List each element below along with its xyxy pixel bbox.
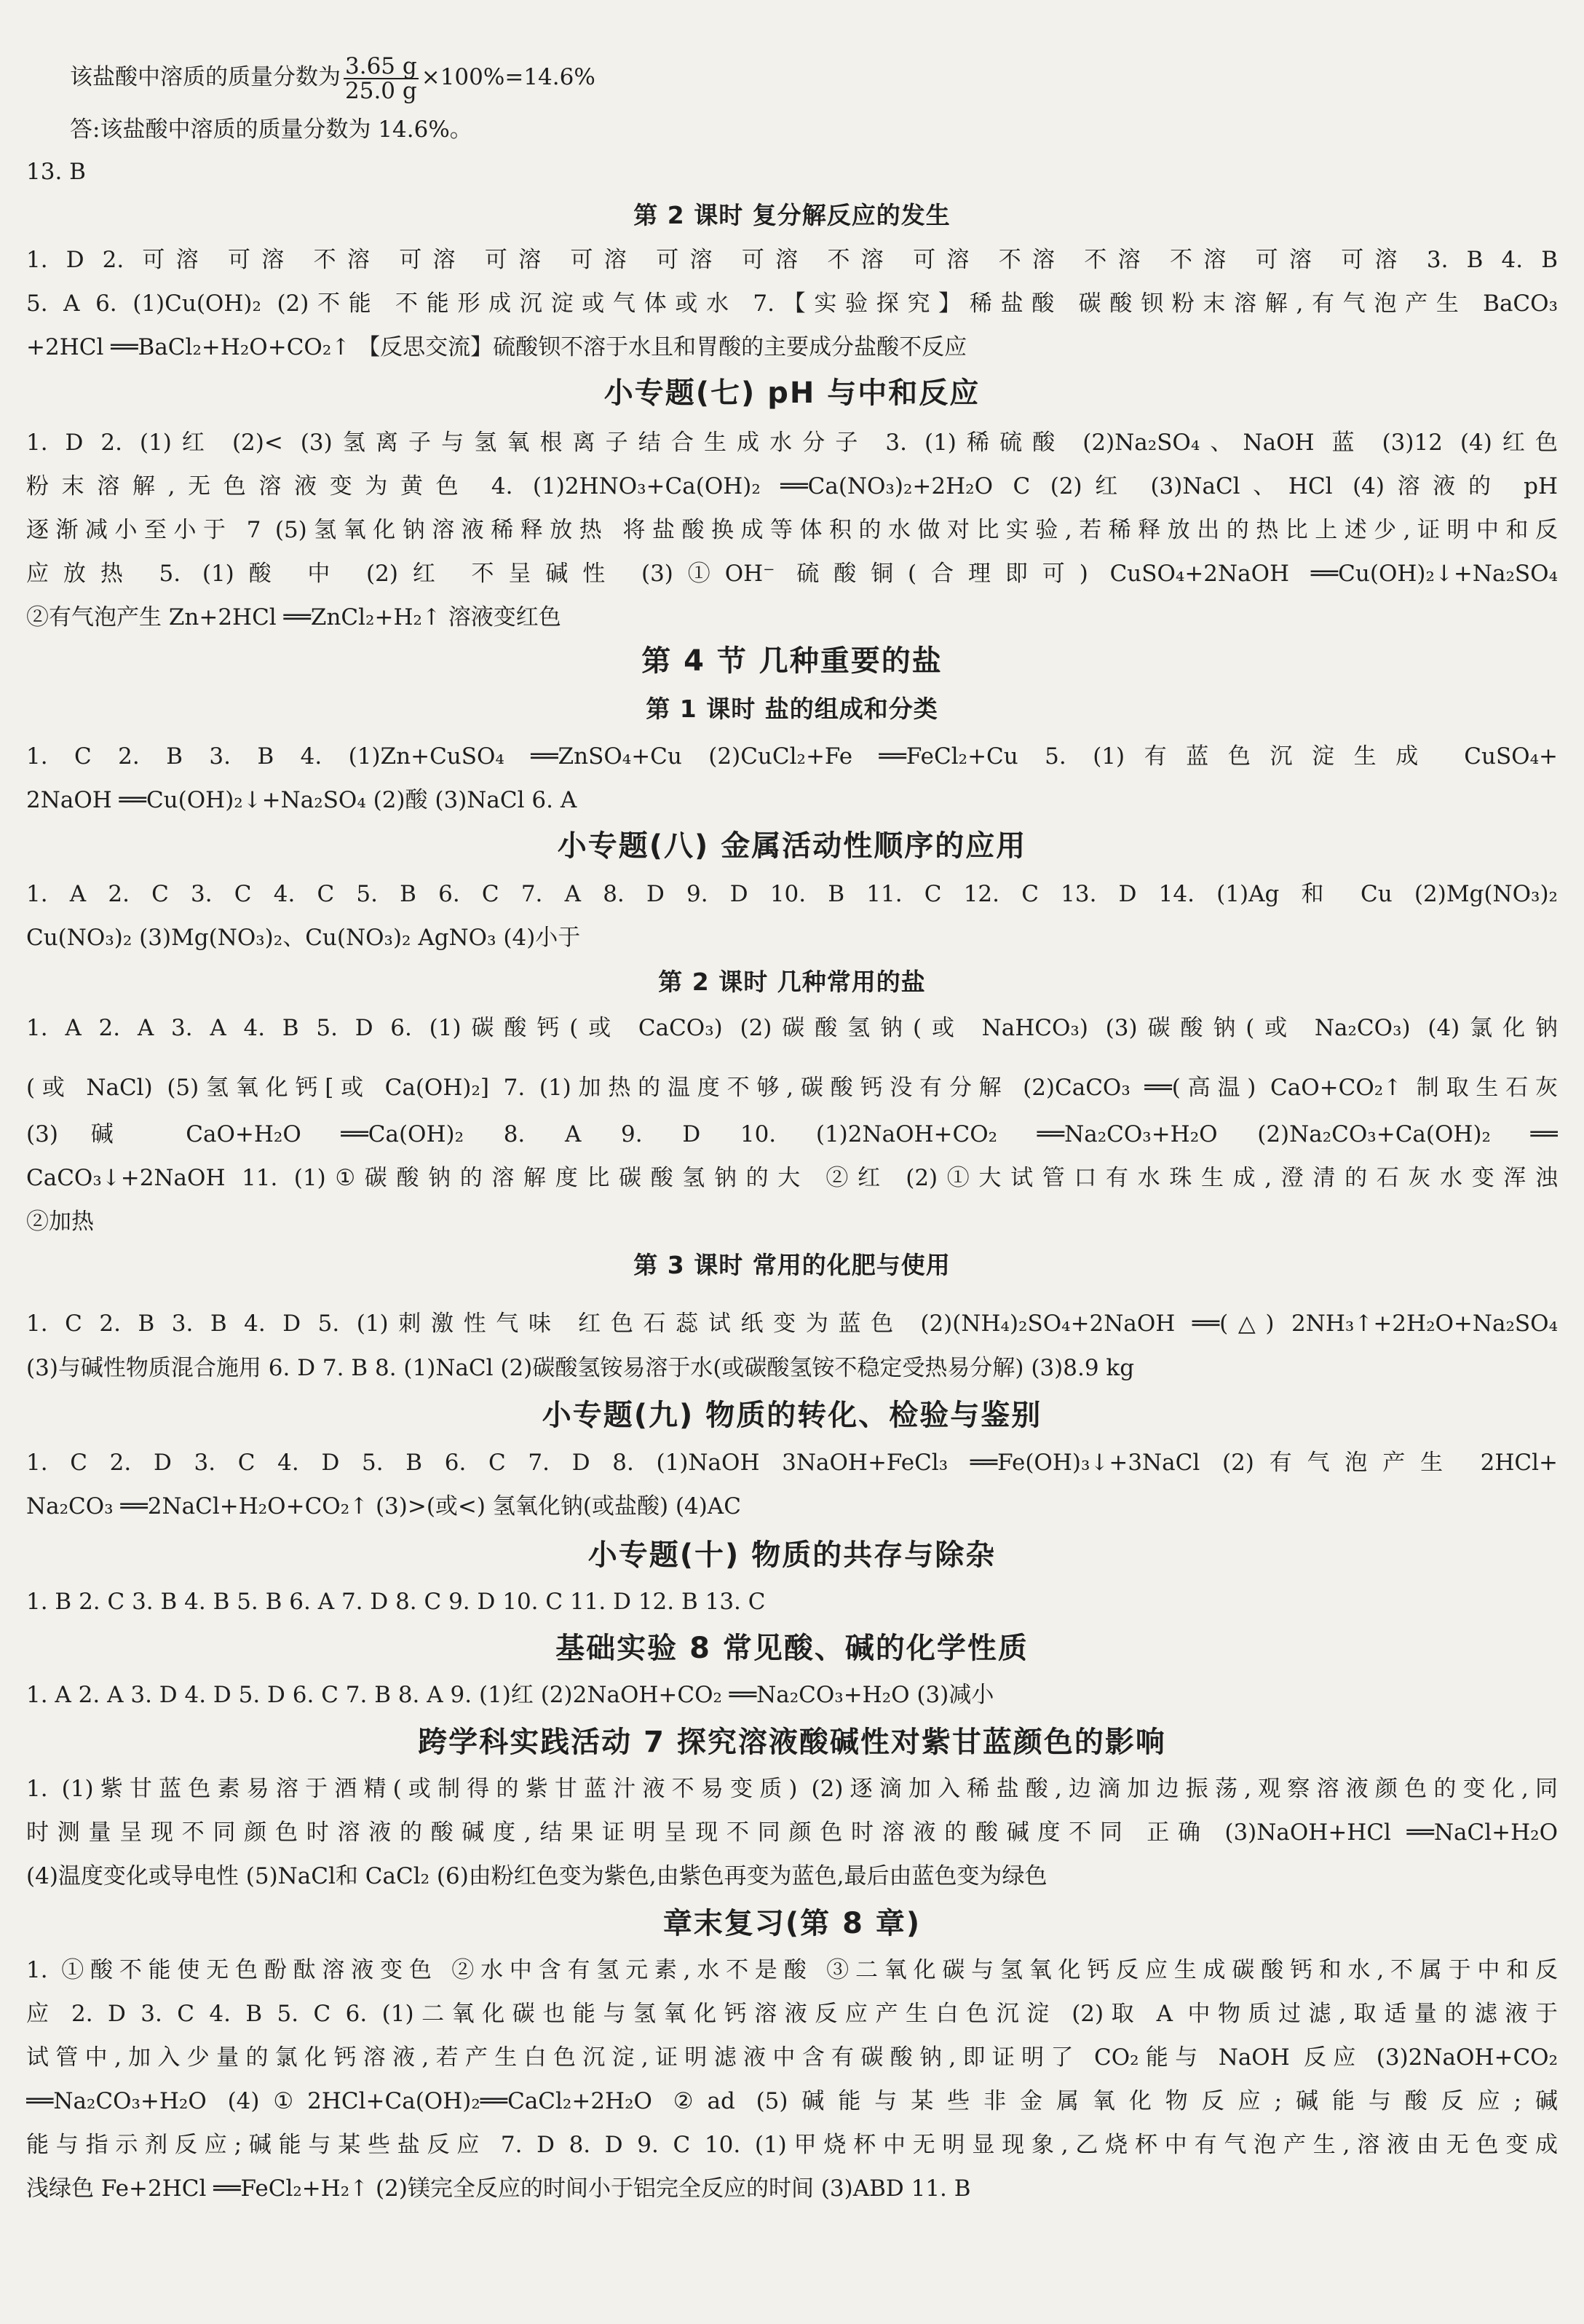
answer-text-line: ══Na₂CO₃+H₂O (4)①2HCl+Ca(OH)₂══CaCl₂+2H₂O ②ad (5)碱能与某些非金属氧化物反应;碱能与酸反应;碱 bbox=[26, 2088, 1558, 2114]
fraction-prefix: 该盐酸中溶质的质量分数为 bbox=[70, 64, 341, 90]
answer-text-line: 1. (1)紫甘蓝色素易溶于酒精(或制得的紫甘蓝汁液不易变质) (2)逐滴加入稀盐酸,边滴加边振荡,观察溶液颜色的变化,同 bbox=[26, 1776, 1558, 1802]
answer-text-line: 粉末溶解,无色溶液变为黄色 4. (1)2HNO₃+Ca(OH)₂ ══Ca(NO₃)₂+2H₂O C (2)红 (3)NaCl、HCl (4)溶液的 pH bbox=[26, 473, 1558, 499]
answer-text-line: (或 NaCl) (5)氢氧化钙[或 Ca(OH)₂] 7. (1)加热的温度不够,碳酸钙没有分解 (2)CaCO₃ ══(高温) CaO+CO₂↑ 制取生石灰 bbox=[26, 1075, 1558, 1101]
answer-text-line: 1. A 2. C 3. C 4. C 5. B 6. C 7. A 8. D 9. D 10. B 11. C 12. C 13. D 14. (1)Ag 和 Cu (2)Mg(NO₃)₂ bbox=[26, 881, 1558, 907]
answer-text-line: ②有气泡产生 Zn+2HCl ══ZnCl₂+H₂↑ 溶液变红色 bbox=[26, 604, 561, 631]
fraction-numerator: 3.65 g bbox=[345, 52, 417, 79]
answer-text-line: (3)碱 CaO+H₂O ══Ca(OH)₂ 8. A 9. D 10. (1)2NaOH+CO₂ ══Na₂CO₃+H₂O (2)Na₂CO₃+Ca(OH)₂ ══ bbox=[26, 1121, 1558, 1147]
answer-text-line: 浅绿色 Fe+2HCl ══FeCl₂+H₂↑ (2)镁完全反应的时间小于铝完全反应的时间 (3)ABD 11. B bbox=[26, 2175, 971, 2202]
section-title: 第 2 课时 复分解反应的发生 bbox=[633, 201, 951, 229]
answer-text-line: 应放热 5. (1)酸 中 (2)红 不呈碱性 (3)①OH⁻ 硫酸铜(合理即可) CuSO₄+2NaOH ══Cu(OH)₂↓+Na₂SO₄ bbox=[26, 561, 1558, 587]
answer-text-line: ②加热 bbox=[26, 1209, 94, 1235]
answer-text-line: 2NaOH ══Cu(OH)₂↓+Na₂SO₄ (2)酸 (3)NaCl 6. A bbox=[26, 787, 577, 813]
section-title: 第 4 节 几种重要的盐 bbox=[641, 644, 943, 678]
answer-text-line: 1. A 2. A 3. D 4. D 5. D 6. C 7. B 8. A 9. (1)红 (2)2NaOH+CO₂ ══Na₂CO₃+H₂O (3)减小 bbox=[26, 1682, 994, 1708]
answer-text-line: 时测量呈现不同颜色时溶液的酸碱度,结果证明呈现不同颜色时溶液的酸碱度不同 正确 (3)NaOH+HCl ══NaCl+H₂O bbox=[26, 1819, 1558, 1846]
answer-text-line: 应 2. D 3. C 4. B 5. C 6. (1)二氧化碳也能与氢氧化钙溶液反应产生白色沉淀 (2)取 A 中物质过滤,取适量的滤液于 bbox=[26, 2001, 1558, 2027]
section-title: 小专题(十) 物质的共存与除杂 bbox=[587, 1538, 997, 1572]
answer-text-line: 1. A 2. A 3. A 4. B 5. D 6. (1)碳酸钙(或 CaCO₃) (2)碳酸氢钠(或 NaHCO₃) (3)碳酸钠(或 Na₂CO₃) (4)氯化钠 bbox=[26, 1015, 1558, 1041]
answer-text-line: 1. B 2. C 3. B 4. B 5. B 6. A 7. D 8. C 9. D 10. C 11. D 12. B 13. C bbox=[26, 1589, 766, 1615]
answer-text-line: 1. D 2. (1)红 (2)< (3)氢离子与氢氧根离子结合生成水分子 3. (1)稀硫酸 (2)Na₂SO₄、NaOH 蓝 (3)12 (4)红色 bbox=[26, 430, 1558, 456]
answer-text-line: 1. C 2. D 3. C 4. D 5. B 6. C 7. D 8. (1)NaOH 3NaOH+FeCl₃ ══Fe(OH)₃↓+3NaCl (2)有气泡产生 2HCl+ bbox=[26, 1450, 1558, 1476]
answer-text-line: +2HCl ══BaCl₂+H₂O+CO₂↑ 【反思交流】硫酸钡不溶于水且和胃酸的主要成分盐酸不反应 bbox=[26, 334, 967, 360]
fraction-denominator: 25.0 g bbox=[345, 77, 417, 103]
answer-text-line: Na₂CO₃ ══2NaCl+H₂O+CO₂↑ (3)>(或<) 氢氧化钠(或盐酸) (4)AC bbox=[26, 1493, 741, 1519]
section-title: 跨学科实践活动 7 探究溶液酸碱性对紫甘蓝颜色的影响 bbox=[418, 1726, 1166, 1759]
question-13: 13. B bbox=[26, 159, 86, 185]
answer-text-line: 1. C 2. B 3. B 4. D 5. (1)刺激性气味 红色石蕊试纸变为蓝色 (2)(NH₄)₂SO₄+2NaOH ══(△) 2NH₃↑+2H₂O+Na₂SO₄ bbox=[26, 1311, 1558, 1337]
section-title: 小专题(九) 物质的转化、检验与鉴别 bbox=[542, 1399, 1042, 1432]
section-title: 小专题(八) 金属活动性顺序的应用 bbox=[557, 829, 1027, 863]
section-title: 章末复习(第 8 章) bbox=[662, 1907, 922, 1940]
answer-text-line: (3)与碱性物质混合施用 6. D 7. B 8. (1)NaCl (2)碳酸氢铵易溶于水(或碳酸氢铵不稳定受热易分解) (3)8.9 kg bbox=[26, 1355, 1135, 1381]
answer-text-line: Cu(NO₃)₂ (3)Mg(NO₃)₂、Cu(NO₃)₂ AgNO₃ (4)小于 bbox=[26, 925, 581, 951]
section-title: 基础实验 8 常见酸、碱的化学性质 bbox=[555, 1632, 1029, 1665]
section-title: 第 1 课时 盐的组成和分类 bbox=[646, 695, 938, 723]
fraction bbox=[344, 52, 419, 103]
answer-text-line: 5. A 6. (1)Cu(OH)₂ (2)不能 不能形成沉淀或气体或水 7.【实验探究】稀盐酸 碳酸钡粉末溶解,有气泡产生 BaCO₃ bbox=[26, 290, 1558, 317]
answer-line: 答:该盐酸中溶质的质量分数为 14.6%。 bbox=[70, 116, 472, 143]
answer-text-line: 逐渐减小至小于 7 (5)氢氧化钠溶液稀释放热 将盐酸换成等体积的水做对比实验,若稀释放出的热比上述少,证明中和反 bbox=[26, 517, 1558, 543]
section-title: 第 3 课时 常用的化肥与使用 bbox=[633, 1251, 951, 1279]
fraction-line bbox=[70, 51, 1558, 103]
section-title: 第 2 课时 几种常用的盐 bbox=[658, 968, 926, 996]
answer-text-line: CaCO₃↓+2NaOH 11. (1)①碳酸钠的溶解度比碳酸氢钠的大 ②红 (2)①大试管口有水珠生成,澄清的石灰水变浑浊 bbox=[26, 1165, 1558, 1191]
answer-text-line: (4)温度变化或导电性 (5)NaCl和 CaCl₂ (6)由粉红色变为紫色,由紫色再变为蓝色,最后由蓝色变为绿色 bbox=[26, 1863, 1048, 1889]
section-title: 小专题(七) pH 与中和反应 bbox=[603, 376, 981, 410]
answer-text-line: 1. ①酸不能使无色酚酞溶液变色 ②水中含有氢元素,水不是酸 ③二氧化碳与氢氧化钙反应生成碳酸钙和水,不属于中和反 bbox=[26, 1957, 1558, 1983]
answer-text-line: 能与指示剂反应;碱能与某些盐反应 7. D 8. D 9. C 10. (1)甲烧杯中无明显现象,乙烧杯中有气泡产生,溶液由无色变成 bbox=[26, 2132, 1558, 2158]
answer-text-line: 试管中,加入少量的氯化钙溶液,若产生白色沉淀,证明滤液中含有碳酸钠,即证明了 CO₂能与 NaOH 反应 (3)2NaOH+CO₂ bbox=[26, 2044, 1558, 2071]
answer-text-line: 1. C 2. B 3. B 4. (1)Zn+CuSO₄ ══ZnSO₄+Cu (2)CuCl₂+Fe ══FeCl₂+Cu 5. (1)有蓝色沉淀生成 CuSO₄+ bbox=[26, 743, 1558, 770]
answer-text-line: 1. D 2. 可溶 可溶 不溶 可溶 可溶 可溶 可溶 可溶 不溶 可溶 不溶 不溶 不溶 可溶 可溶 3. B 4. B bbox=[26, 247, 1558, 273]
fraction-suffix: ×100%=14.6% bbox=[421, 64, 595, 90]
